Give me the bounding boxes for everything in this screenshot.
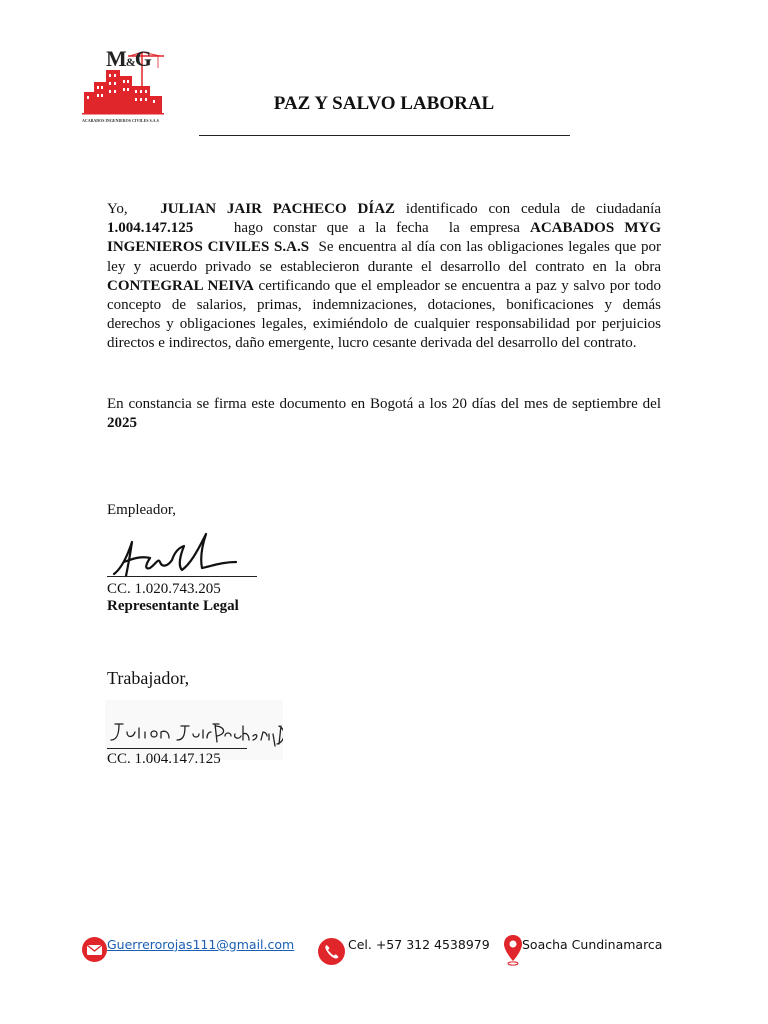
bold-text-run: 1.004.147.125: [107, 220, 194, 237]
certification-paragraph: [107, 200, 661, 354]
bold-text-run: 2025: [107, 415, 137, 432]
document-title: PAZ Y SALVO LABORAL: [273, 93, 495, 114]
employer-signature-line: [107, 576, 257, 577]
phone-icon: [318, 938, 345, 965]
contact-location: Soacha Cundinamarca: [522, 937, 663, 952]
bold-text-run: JULIAN JAIR PACHECO DÍAZ: [160, 201, 396, 217]
employer-role: Representante Legal: [107, 598, 239, 614]
bold-text-run: ACABADOS MYG INGENIEROS CIVILES S.A.S: [107, 220, 661, 256]
title-underline: [199, 135, 570, 136]
text-run: hago constar que a la fecha la empresa: [193, 220, 531, 237]
employer-label: Empleador,: [107, 502, 176, 518]
contact-phone: Cel. +57 312 4538979: [348, 937, 490, 952]
text-run: identificado con cedula de ciudadanía: [395, 201, 661, 217]
text-run: certificando que el empleador se encuentra a paz y salvo por todo concepto de salarios, primas, indemnizaciones, dotaciones, bonificaciones y demás derechos y obligaciones legales, eximiéndolo de cualquier responsabilidad por perjuicios directos e indirectos, daño emergente, lucro cesante derivada del desarrollo del contrato.: [107, 277, 662, 352]
text-run: Se encuentra al día con las obligaciones legales que por ley y acuerdo privado se establecieron durante el desarrollo del contrato en la obra: [107, 239, 661, 275]
logo-tagline: ACABADOS INGENIEROS CIVILES S.A.S: [82, 118, 159, 123]
bold-text-run: CONTEGRAL NEIVA: [107, 277, 254, 294]
contact-email-link[interactable]: Guerrerorojas111@gmail.com: [107, 937, 295, 952]
email-icon: [82, 937, 107, 962]
signing-statement-paragraph: [107, 395, 661, 433]
text-run: Yo,: [107, 201, 161, 217]
location-pin-icon: [503, 934, 523, 966]
employer-signature: [110, 528, 240, 580]
text-run: En constancia se firma este documento en Bogotá a los 20 días del mes de septiembre del: [107, 396, 661, 412]
worker-label: Trabajador,: [107, 668, 190, 688]
employer-id-number: CC. 1.020.743.205: [107, 581, 221, 597]
logo-wordmark: M&G: [106, 46, 151, 71]
worker-id-number: CC. 1.004.147.125: [107, 751, 221, 767]
worker-signature-line: [107, 748, 247, 749]
